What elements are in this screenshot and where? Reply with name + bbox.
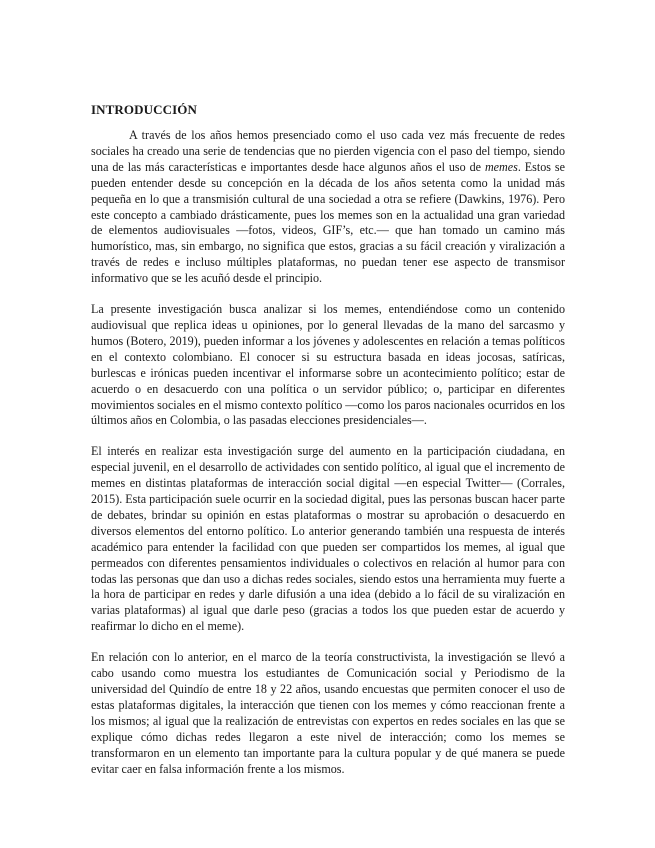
document-page xyxy=(91,101,565,792)
paragraph-1-emphasis: memes xyxy=(484,159,518,174)
section-heading: INTRODUCCIÓN xyxy=(91,102,197,117)
paragraph-2: La presente investigación busca analizar si los memes, entendiéndose como un contenido audiovisual que replica ideas u opiniones, por lo general llevadas de la mano del sarcasmo y humos (Botero, 2019), pueden informar a los jóvenes y adolescentes en relación a temas políticos en el contexto colombiano. El conocer si su estructura basada en ideas jocosas, satíricas, burlescas e irónicas pueden incentivar el informarse sobre un acontecimiento político; estar de acuerdo o en desacuerdo con una política o un servidor público; o, participar en diferentes movimientos sociales en el mismo contexto político —como los paros nacionales ocurridos en los últimos años en Colombia, o las pasadas elecciones presidenciales—. xyxy=(91,302,565,428)
paragraph-1 xyxy=(91,128,565,287)
paragraph-4: En relación con lo anterior, en el marco de la teoría constructivista, la investigación se llevó a cabo usando como muestra los estudiantes de Comunicación social y Periodismo de la universidad del Quindío de entre 18 y 22 años, usando encuestas que permiten conocer el uso de estas plataformas digitales, la interacción que tienen con los memes y cómo reaccionan frente a los mismos; al igual que la realización de entrevistas con expertos en redes sociales en las que se explique cómo dichas redes llegaron a este nivel de interacción; como los memes se transformaron en un elemento tan importante para la cultura popular y de qué manera se puede evitar caer en falsa información frente a los mismos. xyxy=(91,650,565,776)
paragraph-1-text-end: . Estos se pueden entender desde su concepción en la década de los años setenta como la unidad más pequeña en lo que a transmisión cultural de una sociedad a otra se refiere (Dawkins, 1976). Pero este concepto a cambiado drásticamente, pues los memes son en la actualidad una gran variedad de elementos audiovisuales —fotos, videos, GIF’s, etc.— que han tomado un camino más humorístico, mas, sin embargo, no significa que estos, gracias a su fácil creación y viralización a través de redes e incluso múltiples plataformas, no puedan tener ese aspecto de transmisor informativo que se les acuñó desde el principio. xyxy=(91,159,565,286)
paragraph-1-text-start: A través de los años hemos presenciado como el uso cada vez más frecuente de redes sociales ha creado una serie de tendencias que no pierden vigencia con el paso del tiempo, siendo una de las más características e importantes desde hace algunos años el uso de xyxy=(91,128,565,174)
paragraph-3: El interés en realizar esta investigación surge del aumento en la participación ciudadana, en especial juvenil, en el desarrollo de actividades con sentido político, al igual que el incremento de memes en distintas plataformas de interacción social digital —en especial Twitter— (Corrales, 2015). Esta participación suele ocurrir en la sociedad digital, pues las personas buscan hacer parte de debates, brindar su opinión en estas plataformas o mostrar su aprobación o desacuerdo en diversos elementos del entorno político. Lo anterior generando también una respuesta de interés académico para entender la facilidad con que pueden ser compartidos los memes, al igual que permeados con diferentes pensamientos individuales o colectivos en relación al humor para con todas las personas que dan uso a dichas redes sociales, siendo estos una herramienta muy fuerte a la hora de participar en redes y darle difusión a una idea (debido a lo fácil de su viralización en varias plataformas) al igual que darle peso (gracias a todos los que pueden estar de acuerdo y reafirmar lo dicho en el meme). xyxy=(91,444,565,634)
